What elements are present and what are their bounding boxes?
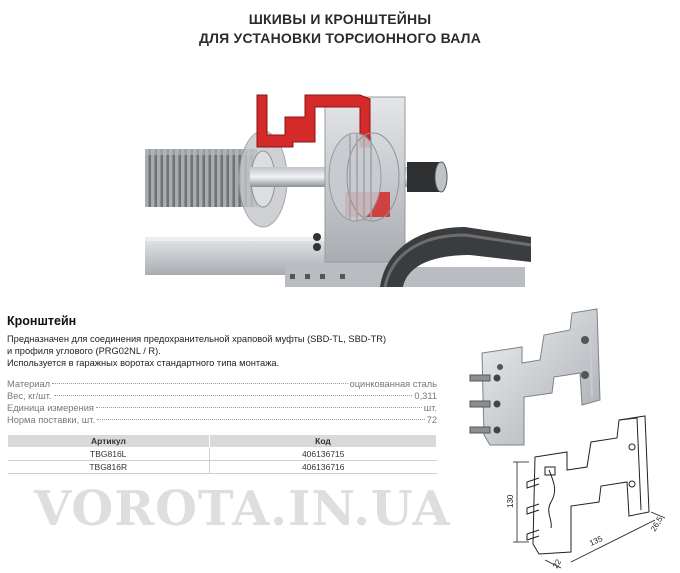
spec-value: 72 — [426, 415, 437, 425]
spec-row-unit — [7, 402, 437, 414]
article-cell: TBG816L — [8, 448, 210, 461]
spec-label: Норма поставки, шт. — [7, 415, 96, 425]
spec-row-weight — [7, 390, 437, 402]
spec-list — [7, 378, 437, 426]
spec-label: Материал — [7, 379, 51, 389]
column-header-code: Код — [209, 435, 436, 448]
spec-label: Вес, кг/шт. — [7, 391, 52, 401]
spec-label: Единица измерения — [7, 403, 94, 413]
dimension-depth: 26,5 — [648, 515, 665, 533]
code-cell: 406136715 — [209, 448, 436, 461]
leader-dots — [97, 419, 425, 420]
bracket-technical-drawing — [505, 412, 677, 570]
table-header-row — [8, 435, 437, 448]
product-name: Кронштейн — [7, 314, 77, 328]
page-title — [0, 10, 680, 48]
leader-dots — [54, 395, 413, 396]
torsion-shaft-assembly-image — [145, 87, 531, 287]
dimension-width: 135 — [588, 534, 604, 548]
product-description — [7, 333, 427, 369]
description-line: Предназначен для соединения предохранительной храповой муфты (SBD-TL, SBD-TR) — [7, 334, 387, 344]
column-header-article: Артикул — [8, 435, 210, 448]
article-table — [7, 434, 437, 474]
title-line-1: ШКИВЫ И КРОНШТЕЙНЫ — [248, 11, 432, 27]
spec-row-pack — [7, 414, 437, 426]
dimension-offset: 22 — [550, 557, 564, 570]
title-line-2: ДЛЯ УСТАНОВКИ ТОРСИОННОГО ВАЛА — [198, 30, 482, 46]
spec-value: шт. — [423, 403, 437, 413]
description-line: и профиля углового (PRG02NL / R). — [7, 346, 161, 356]
watermark: VOROTA.IN.UA — [34, 481, 451, 537]
spec-value: оцинкованная сталь — [349, 379, 437, 389]
spec-value: 0,311 — [414, 391, 437, 401]
article-cell: TBG816R — [8, 461, 210, 474]
dimension-height: 130 — [506, 494, 515, 508]
table-row — [8, 448, 437, 461]
leader-dots — [52, 383, 347, 384]
leader-dots — [96, 407, 422, 408]
spec-row-material — [7, 378, 437, 390]
table-row — [8, 461, 437, 474]
code-cell: 406136716 — [209, 461, 436, 474]
description-line: Используется в гаражных воротах стандартного типа монтажа. — [7, 358, 280, 368]
